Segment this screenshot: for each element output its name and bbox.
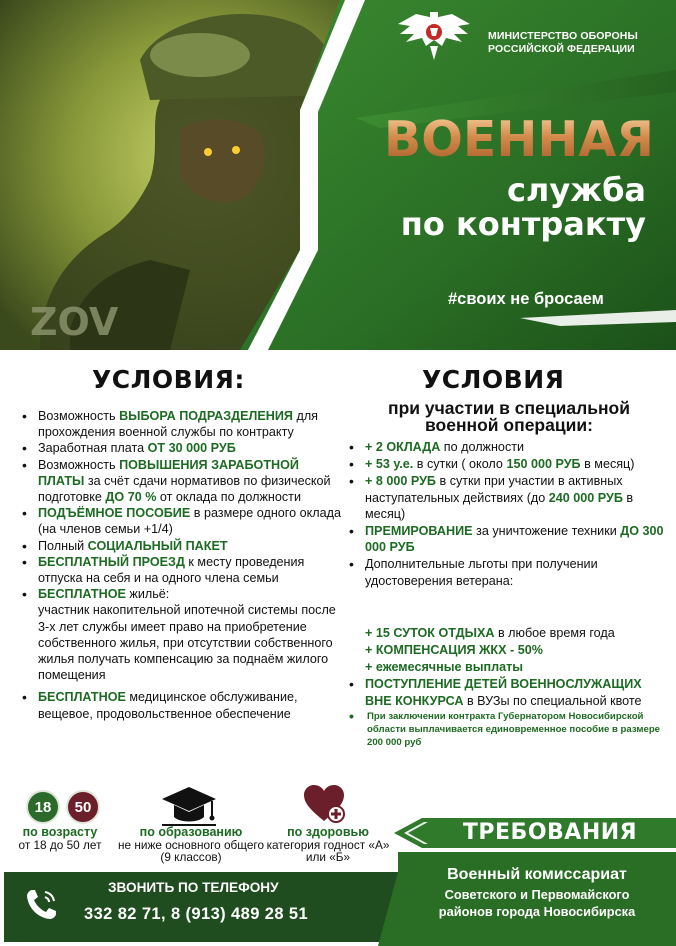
phone-icon — [24, 886, 60, 922]
graduation-cap-icon — [160, 783, 218, 827]
list-item: • БЕСПЛАТНОЕ медицинское обслуживание, вещевое, продовольственное обеспечение — [22, 689, 344, 721]
hero-banner — [0, 0, 676, 350]
age-min-badge: 18 — [26, 790, 60, 824]
governor-note: • При заключении контракта Губернатором Новосибирской области выплачивается единовременное пособие в размере 200 000 руб — [349, 710, 667, 749]
list-item: + КОМПЕНСАЦИЯ ЖКХ - 50% — [365, 643, 543, 658]
svo-conditions-subtitle: при участии в специальной военной операции: — [388, 398, 630, 435]
list-item-detail: участник накопительной ипотечной системы после 3-х лет службы имеет право на приобретение собственного жилья, при отсутствии собственного жилья получать компенсацию за поднаём жилого помещения — [38, 603, 336, 683]
call-title: ЗВОНИТЬ ПО ТЕЛЕФОНУ — [108, 880, 279, 895]
list-item: + 15 СУТОК ОТДЫХА в любое время года — [365, 625, 615, 640]
requirement-age: по возрасту от 18 до 50 лет — [18, 825, 102, 852]
main-title: ВОЕННАЯ — [383, 111, 654, 168]
list-item: • Заработная плата ОТ 30 000 РУБ — [22, 440, 344, 456]
age-max-badge: 50 — [66, 790, 100, 824]
list-item: • Дополнительные льготы при получении удостоверения ветерана: — [349, 556, 667, 588]
commissariat-title: Военный комиссариат — [447, 866, 627, 883]
phone-numbers: 332 82 71, 8 (913) 489 28 51 — [84, 905, 309, 923]
conditions-title: УСЛОВИЯ: — [92, 365, 245, 394]
list-item: • Возможность ПОВЫШЕНИЯ ЗАРАБОТНОЙ ПЛАТЫ за счёт сдачи нормативов по физической подготовке ДО 70 % от оклада по должности — [22, 457, 344, 506]
list-item: • ПОСТУПЛЕНИЕ ДЕТЕЙ ВОЕННОСЛУЖАЩИХ ВНЕ КОНКУРСА в ВУЗы по специальной квоте — [349, 676, 667, 708]
list-item: • Полный СОЦИАЛЬНЫЙ ПАКЕТ — [22, 538, 344, 554]
title-line-3: по контракту — [400, 205, 646, 243]
requirements-title: ТРЕБОВАНИЯ — [462, 820, 638, 845]
svo-conditions-list — [349, 439, 667, 750]
ministry-name: МИНИСТЕРСТВО ОБОРОНЫ РОССИЙСКОЙ ФЕДЕРАЦИИ — [488, 30, 638, 55]
list-item: + ежемесячные выплаты — [365, 660, 524, 675]
list-item: • ПОДЪЁМНОЕ ПОСОБИЕ в размере одного оклада (на членов семьи +1/4) — [22, 505, 344, 537]
list-item: • Возможность ВЫБОРА ПОДРАЗДЕЛЕНИЯ для прохождения военной службы по контракту — [22, 408, 344, 440]
patch-text: ZOV — [30, 300, 119, 344]
hashtag: #своих не бросаем — [448, 290, 604, 308]
eagle-emblem-icon — [396, 10, 472, 66]
list-item: • + 2 ОКЛАДА по должности — [349, 439, 667, 455]
requirement-education: по образованию не ниже основного общего (9 классов) — [118, 825, 265, 864]
requirement-health: по здоровью категория годност «А» или «Б» — [266, 825, 390, 864]
list-item: • ПРЕМИРОВАНИЕ за уничтожение техники ДО 300 000 РУБ — [349, 523, 667, 555]
list-item: • + 8 000 РУБ в сутки при участии в активных наступательных действиях (до 240 000 РУБ в месяц) — [349, 473, 667, 522]
commissariat-address: Советского и Первомайского районов города Новосибирска — [438, 887, 636, 919]
list-item: • БЕСПЛАТНОЕ жильё: — [22, 586, 344, 602]
conditions-list — [22, 408, 344, 722]
svo-conditions-title: УСЛОВИЯ — [422, 365, 565, 394]
list-item: • + 53 у.е. в сутки ( около 150 000 РУБ в месяц) — [349, 456, 667, 472]
title-line-2: служба — [506, 171, 646, 209]
health-heart-icon — [302, 783, 346, 825]
list-item: • БЕСПЛАТНЫЙ ПРОЕЗД к месту проведения отпуска на себя и на одного члена семьи — [22, 554, 344, 586]
